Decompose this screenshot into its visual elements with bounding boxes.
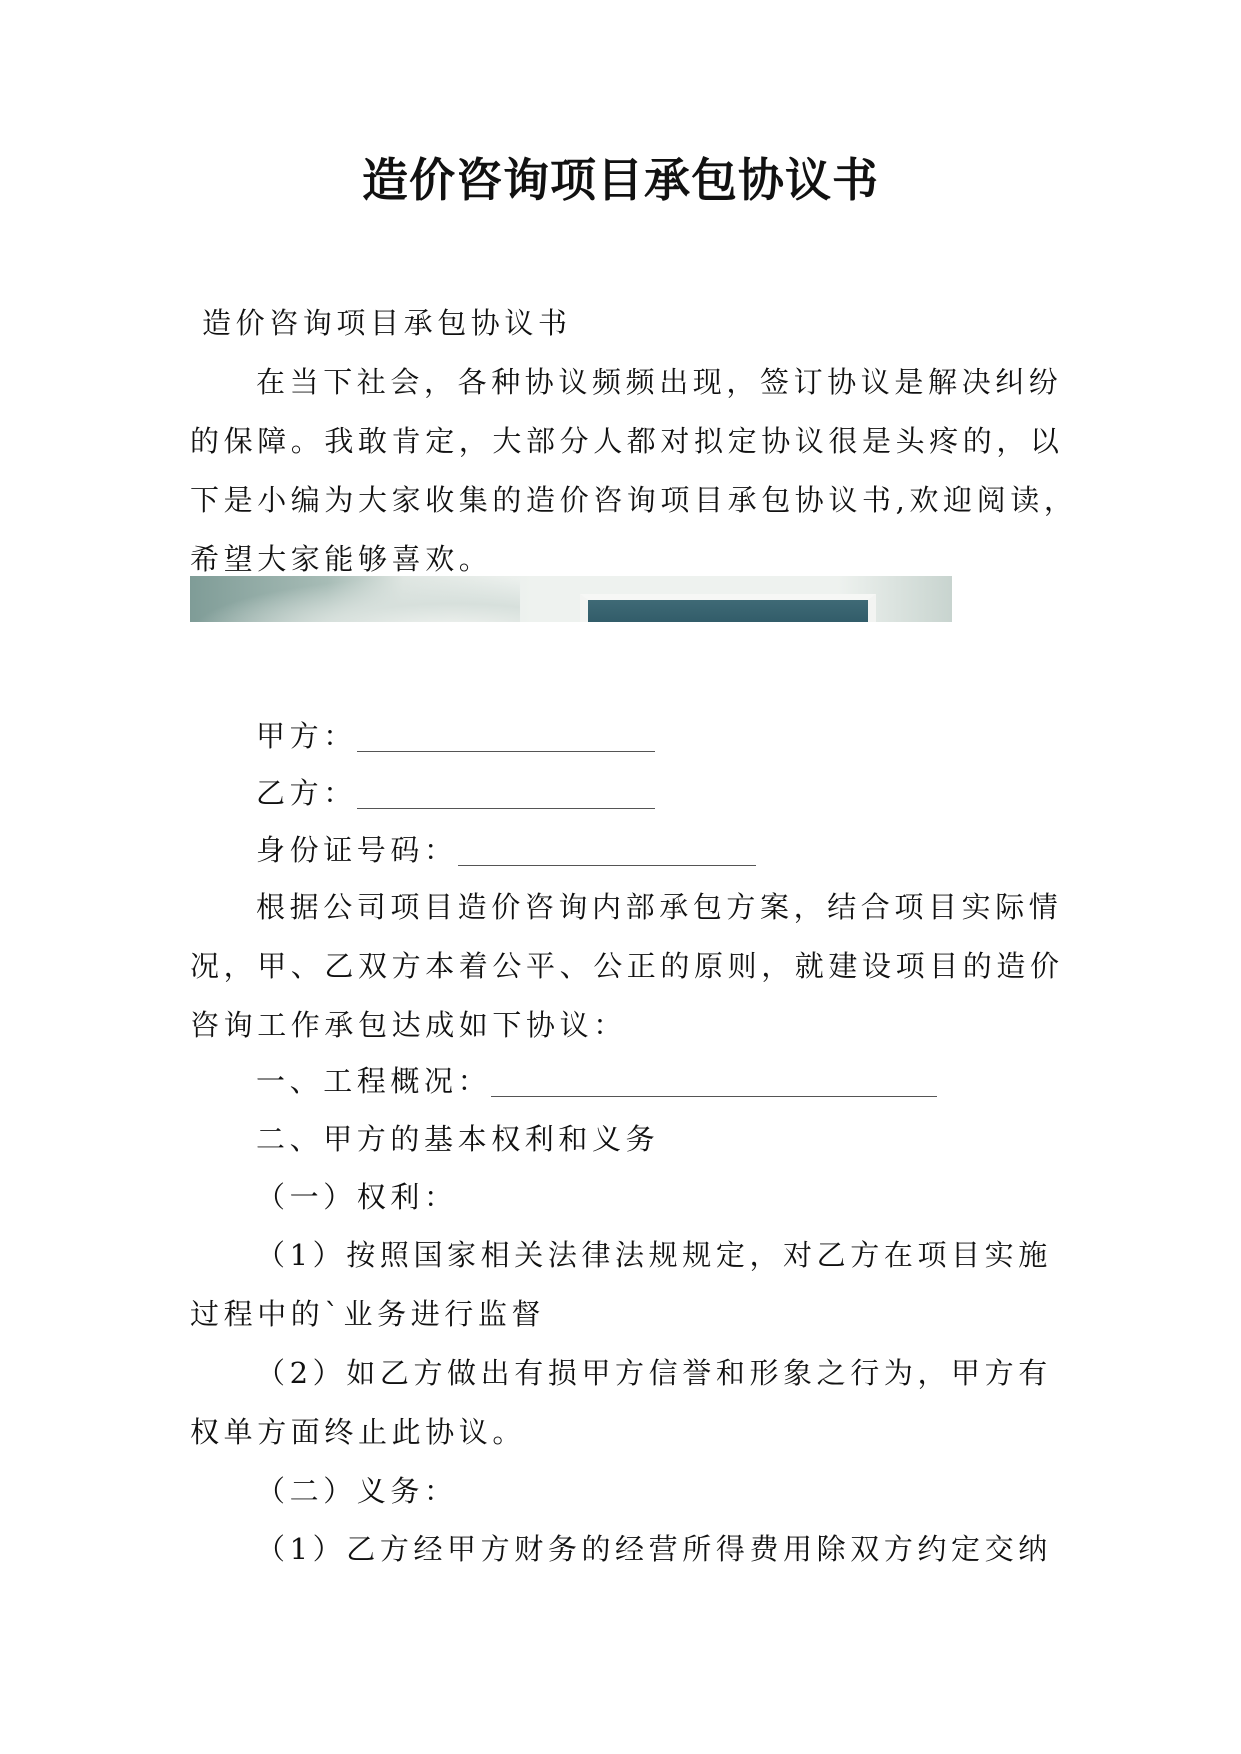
document-title: 造价咨询项目承包协议书 — [362, 153, 879, 207]
right-line: （1）按照国家相关法律法规规定，对乙方在项目实施 — [256, 1238, 1052, 1272]
party-a-label: 甲方： — [256, 719, 357, 753]
right-item-1 — [190, 1226, 1058, 1344]
party-a-blank — [357, 721, 655, 752]
section2-heading — [190, 1110, 1058, 1169]
section2-heading-text: 二、甲方的基本权利和义务 — [256, 1122, 660, 1156]
section1-label: 一、工程概况： — [256, 1064, 492, 1098]
document-subtitle: 造价咨询项目承包协议书 — [202, 306, 572, 340]
basis-line: 咨询工作承包达成如下协议： — [190, 1008, 627, 1042]
basis-paragraph — [190, 878, 1064, 1055]
photo-background-shape — [190, 576, 520, 622]
duties-heading — [190, 1462, 1058, 1521]
right-item-2 — [190, 1344, 1058, 1462]
project-overview-blank — [491, 1066, 937, 1097]
duty-line: （1）乙方经甲方财务的经营所得费用除双方约定交纳 — [256, 1532, 1052, 1566]
basis-line: 况，甲、乙双方本着公平、公正的原则，就建设项目的造价 — [190, 949, 1064, 983]
intro-line: 下是小编为大家收集的造价咨询项目承包协议书,欢迎阅读， — [190, 483, 1078, 517]
id-number-label: 身份证号码： — [256, 833, 458, 867]
intro-line: 的保障。我敢肯定，大部分人都对拟定协议很是头疼的，以 — [190, 424, 1064, 458]
right-line: （2）如乙方做出有损甲方信誉和形象之行为，甲方有 — [256, 1356, 1052, 1390]
intro-line: 希望大家能够喜欢。 — [190, 542, 493, 576]
decorative-photo — [190, 576, 952, 622]
right-line: 权单方面终止此协议。 — [190, 1415, 527, 1449]
section1-line — [190, 1052, 1058, 1111]
duty-item-1 — [190, 1520, 1058, 1579]
id-number-blank — [458, 835, 756, 866]
intro-line: 在当下社会，各种协议频频出现，签订协议是解决纠纷 — [256, 365, 1063, 399]
basis-line: 根据公司项目造价咨询内部承包方案，结合项目实际情 — [256, 890, 1063, 924]
duties-heading-text: （二）义务： — [256, 1474, 458, 1508]
right-line: 过程中的`业务进行监督 — [190, 1297, 546, 1331]
party-a-line — [190, 707, 1058, 766]
rights-heading — [190, 1168, 1058, 1227]
party-b-label: 乙方： — [256, 776, 357, 810]
intro-paragraph — [190, 353, 1078, 589]
photo-monitor-shape — [580, 594, 876, 622]
rights-heading-text: （一）权利： — [256, 1180, 458, 1214]
id-number-line — [190, 821, 1058, 880]
party-b-blank — [357, 778, 655, 809]
party-b-line — [190, 764, 1058, 823]
